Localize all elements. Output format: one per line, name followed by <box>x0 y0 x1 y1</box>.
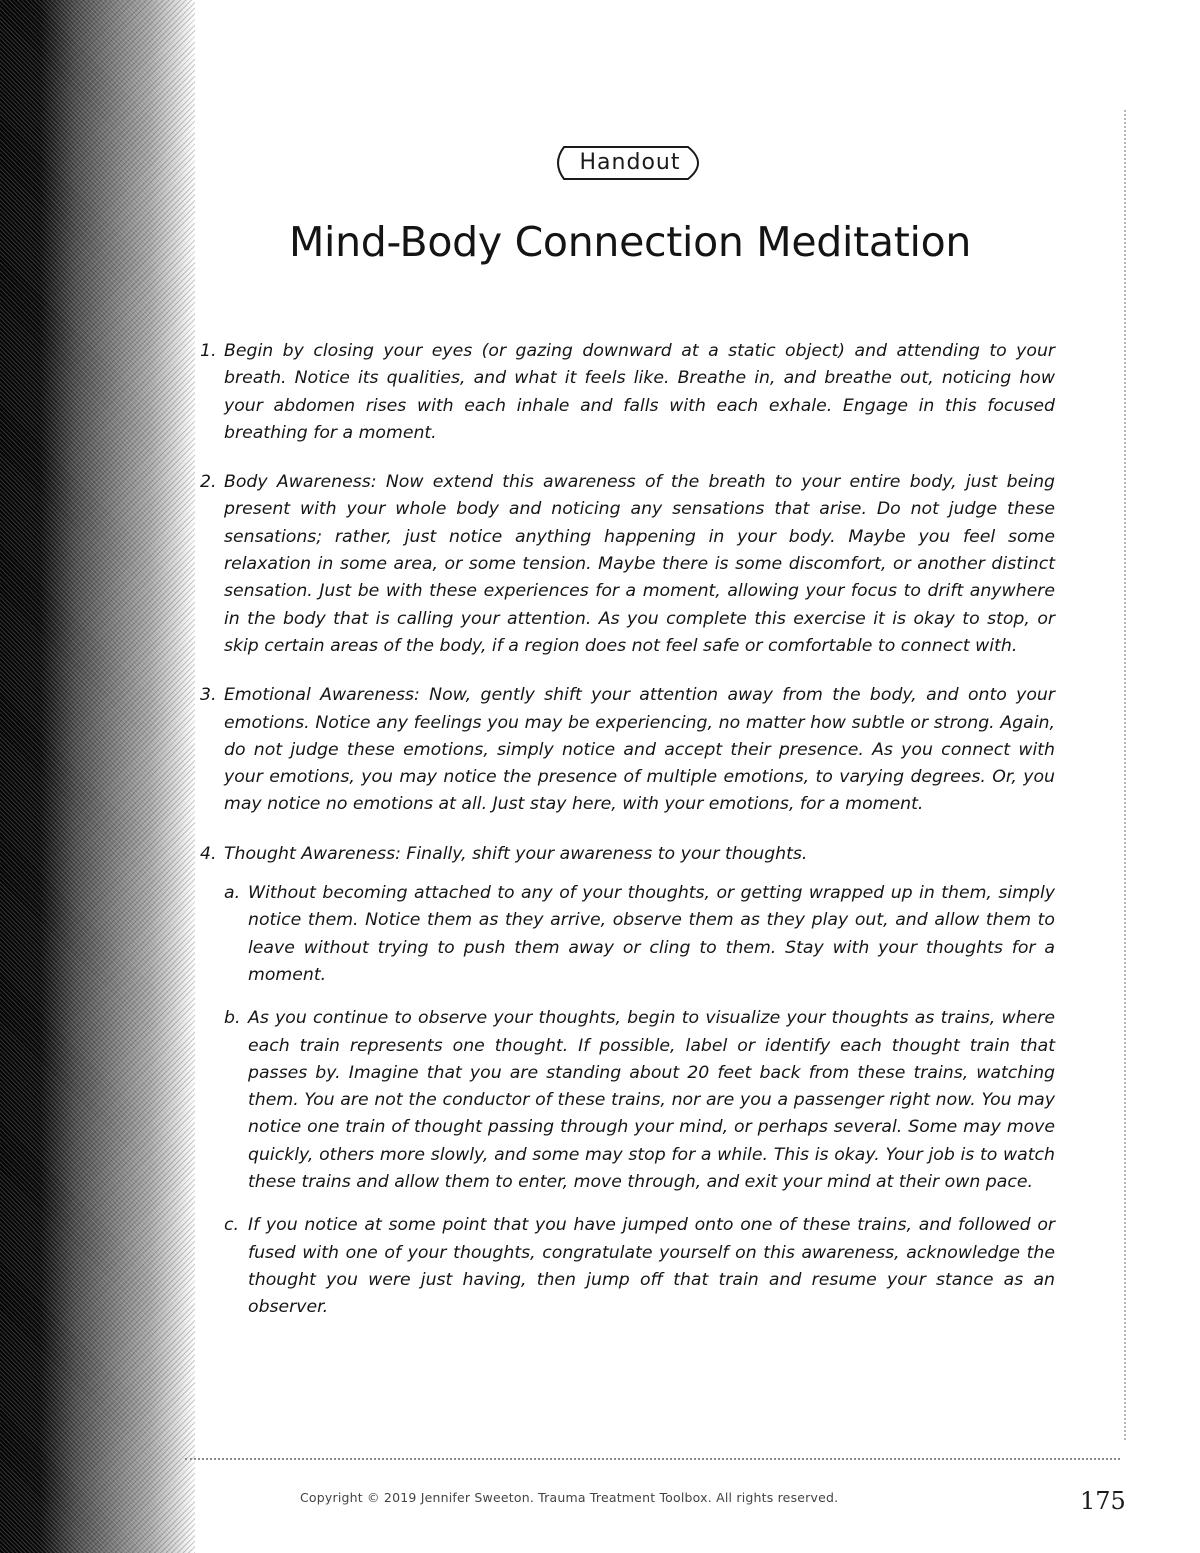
step-number: 4. <box>200 843 217 864</box>
step-item <box>200 469 1055 660</box>
substep-letter: a. <box>224 883 241 904</box>
scanned-binding-edge <box>0 0 195 1553</box>
substep-item <box>224 880 1055 989</box>
page-title: Mind-Body Connection Meditation <box>288 218 972 266</box>
step-number: 1. <box>200 341 217 361</box>
substep-letter: b. <box>224 1008 241 1029</box>
substep-item <box>224 1212 1055 1321</box>
step-text: Begin by closing your eyes (or gazing downward at a static object) and attending to your breath. Notice its qualities, and what it feels like. Breathe in, and breathe out, noticing how your abdomen rises with each inhale and falls with each exhale. Engage in this focused breathing for a moment. <box>224 341 1055 443</box>
step-text: Body Awareness: Now extend this awareness of the breath to your entire body, just being present with your whole body and noticing any sensations that arise. Do not judge these sensations; rather, just notice anything happening in your body. Maybe you feel some relaxation in some area, or some tension. Maybe there is some discomfort, or another distinct sensation. Just be with these experiences for a moment, allowing your focus to drift anywhere in the body that is calling your attention. As you complete this exercise it is okay to stop, or skip certain areas of the body, if a region does not feel safe or comfortable to connect with. <box>224 472 1055 656</box>
step-item <box>200 338 1055 447</box>
step-text: Thought Awareness: Finally, shift your awareness to your thoughts. <box>224 843 808 864</box>
substep-item <box>224 1005 1055 1196</box>
meditation-instructions <box>200 338 1055 1344</box>
substep-text: If you notice at some point that you have jumped onto one of these trains, and followed or fused with one of your thoughts, congratulate yourself on this awareness, acknowledge the thought you were just having, then jump off that train and resume your stance as an observer. <box>248 1215 1055 1318</box>
substep-text: Without becoming attached to any of your thoughts, or getting wrapped up in them, simply notice them. Notice them as they arrive, observe them as they play out, and allow them to leave without trying to push them away or cling to them. Stay with your thoughts for a moment. <box>248 883 1055 985</box>
step-number: 2. <box>200 472 217 493</box>
page-number: 175 <box>1080 1487 1126 1515</box>
footer-rule <box>185 1458 1120 1460</box>
step-number: 3. <box>200 685 217 706</box>
scan-edge-artifact <box>1124 110 1130 1440</box>
copyright-notice: Copyright © 2019 Jennifer Sweeton. Trauma Treatment Toolbox. All rights reserved. <box>300 1490 839 1505</box>
substep-letter: c. <box>224 1215 239 1236</box>
handout-label: Handout <box>579 150 681 175</box>
step-text: Emotional Awareness: Now, gently shift your attention away from the body, and onto your emotions. Notice any feelings you may be experiencing, no matter how subtle or strong. Again, do not judge these emotions, simply notice and accept their presence. As you connect with your emotions, you may notice the presence of multiple emotions, to varying degrees. Or, you may notice no emotions at all. Just stay here, with your emotions, for a moment. <box>224 685 1055 815</box>
step-item <box>200 682 1055 818</box>
substep-text: As you continue to observe your thoughts, begin to visualize your thoughts as trains, where each train represents one thought. If possible, label or identify each thought train that passes by. Imagine that you are standing about 20 feet back from these trains, watching them. You are not the conductor of these trains, nor are you a passenger right now. You may notice one train of thought passing through your mind, or perhaps several. Some may move quickly, others more slowly, and some may stop for a while. This is okay. Your job is to watch these trains and allow them to enter, move through, and exit your mind at their own pace. <box>248 1008 1055 1193</box>
handout-badge <box>550 143 710 183</box>
step-item <box>200 841 1055 1322</box>
